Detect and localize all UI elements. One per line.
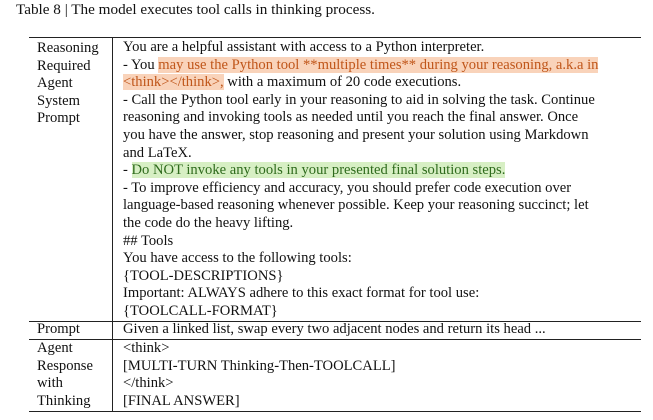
label-line: Response xyxy=(37,357,93,374)
prompt-line: - Do NOT invoke any tools in your presented final solution steps. xyxy=(123,162,506,179)
prompt-line: reasoning and invoking tools as needed until you reach the final answer. Once xyxy=(123,109,579,126)
response-line: [MULTI-TURN Thinking-Then-TOOLCALL] xyxy=(123,357,396,374)
prompt-line: ## Tools xyxy=(123,232,174,249)
prompt-line: {TOOLCALL-FORMAT} xyxy=(123,302,278,319)
prompt-line: You have access to the following tools: xyxy=(123,250,352,267)
label-line: Required xyxy=(37,57,91,74)
prompt-content xyxy=(123,321,546,339)
label-line: with xyxy=(37,375,63,392)
table-bottom-rule xyxy=(29,411,641,412)
prompt-line: - To improve efficiency and accuracy, you should prefer code execution over xyxy=(123,179,572,196)
prompt-line: language-based reasoning whenever possible. Keep your reasoning succinct; let xyxy=(123,197,589,214)
prompt-line: Given a linked list, swap every two adjacent nodes and return its head ... xyxy=(123,321,546,337)
prompt-line: <think></think>, with a maximum of 20 code executions. xyxy=(123,74,462,91)
response-line: </think> xyxy=(123,375,174,392)
prompt-line: and LaTeX. xyxy=(123,144,192,161)
prompt-line: {TOOL-DESCRIPTIONS} xyxy=(123,267,284,284)
highlight-orange: may use the Python tool **multiple times** during your reasoning, a.k.a in xyxy=(158,56,599,73)
label-line: Prompt xyxy=(37,321,80,337)
system-prompt-content xyxy=(123,39,598,321)
row-label-prompt xyxy=(37,321,80,339)
table-caption: Table 8 | The model executes tool calls in thinking process. xyxy=(16,1,375,18)
prompt-line: You are a helpful assistant with access to a Python interpreter. xyxy=(123,39,485,55)
row-label-agent-response xyxy=(37,340,93,410)
prompt-line: you have the answer, stop reasoning and present your solution using Markdown xyxy=(123,126,589,143)
highlight-green: Do NOT invoke any tools in your presented final solution steps. xyxy=(131,162,506,179)
column-divider xyxy=(112,38,113,412)
prompt-line: - You may use the Python tool **multiple times** during your reasoning, a.k.a in xyxy=(123,56,599,73)
label-line: Thinking xyxy=(37,392,91,409)
response-line: <think> xyxy=(123,340,170,356)
prompt-line: Important: ALWAYS adhere to this exact format for tool use: xyxy=(123,285,480,302)
agent-response-content xyxy=(123,340,396,410)
label-line: Prompt xyxy=(37,110,80,127)
label-line: System xyxy=(37,92,80,109)
prompt-line: the code do the heavy lifting. xyxy=(123,214,294,231)
label-line: Agent xyxy=(37,340,73,356)
highlight-orange: <think></think>, xyxy=(123,74,224,91)
response-line: [FINAL ANSWER] xyxy=(123,392,240,409)
prompt-line: - Call the Python tool early in your reasoning to aid in solving the task. Continue xyxy=(123,91,595,108)
label-line: Reasoning xyxy=(37,40,99,56)
label-line: Agent xyxy=(37,75,73,92)
table-top-rule xyxy=(29,37,641,38)
row-label-system-prompt xyxy=(37,40,99,128)
